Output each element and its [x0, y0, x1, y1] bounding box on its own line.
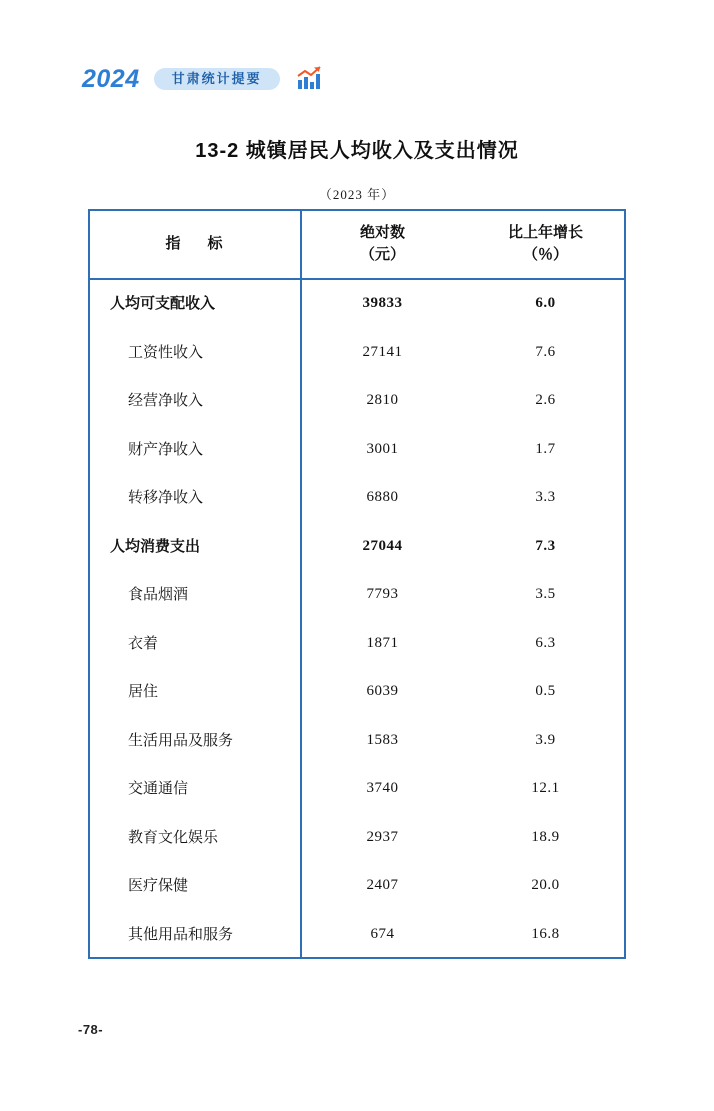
header-year: 2024 — [82, 64, 140, 93]
row-label: 衣着 — [128, 634, 159, 652]
row-absolute-value: 7793 — [366, 586, 399, 602]
table-row — [88, 474, 626, 523]
column-header-growth-line2: （％） — [522, 245, 568, 263]
row-absolute-value: 2937 — [366, 828, 399, 845]
statistics-table-wrapper — [88, 209, 626, 959]
row-label: 财产净收入 — [128, 440, 204, 458]
row-label: 生活用品及服务 — [128, 731, 234, 749]
table-row — [88, 425, 626, 474]
table-row — [88, 377, 626, 426]
row-label: 居住 — [128, 683, 159, 700]
statistics-table — [88, 209, 626, 959]
row-absolute-value: 3740 — [366, 780, 399, 796]
row-growth-value: 20.0 — [531, 877, 560, 893]
column-header-indicator-line1: 指 标 — [165, 234, 229, 252]
table-row — [88, 328, 626, 377]
table-row — [88, 668, 626, 717]
row-absolute-value: 2810 — [366, 392, 399, 408]
row-label: 人均消费支出 — [110, 537, 201, 555]
column-header-growth-line1: 比上年增长 — [507, 224, 583, 241]
row-growth-value: 7.6 — [535, 343, 556, 360]
row-absolute-value: 27044 — [362, 537, 403, 554]
row-growth-value: 16.8 — [531, 925, 560, 942]
table-row — [88, 522, 626, 571]
row-label: 其他用品和服务 — [128, 925, 234, 943]
row-growth-value: 7.3 — [535, 537, 556, 554]
row-absolute-value: 6039 — [366, 683, 399, 699]
table-body — [88, 279, 626, 959]
page-header — [82, 62, 322, 96]
table-header — [88, 210, 626, 279]
page-title: 13-2 城镇居民人均收入及支出情况 — [195, 140, 519, 162]
row-growth-value: 3.5 — [535, 586, 556, 602]
table-rule-left — [88, 209, 90, 959]
row-growth-value: 12.1 — [531, 780, 560, 796]
table-rule-bottom — [88, 957, 626, 959]
table-row — [88, 813, 626, 862]
table-row — [88, 910, 626, 959]
row-label: 交通通信 — [128, 780, 189, 797]
row-absolute-value: 39833 — [362, 295, 403, 311]
column-header-absolute-line1: 绝对数 — [359, 224, 405, 241]
row-absolute-value: 6880 — [366, 489, 399, 505]
row-label: 经营净收入 — [128, 392, 204, 409]
row-label: 医疗保健 — [128, 877, 189, 894]
page-subtitle: （2023 年） — [318, 187, 396, 202]
row-label: 教育文化娱乐 — [128, 828, 219, 846]
row-absolute-value: 3001 — [366, 440, 399, 457]
table-rule-right — [624, 209, 626, 959]
table-row — [88, 279, 626, 329]
row-growth-value: 0.5 — [535, 683, 556, 699]
row-absolute-value: 1871 — [366, 634, 399, 651]
column-header-absolute-line2: （元） — [359, 245, 405, 263]
row-growth-value: 3.9 — [535, 731, 556, 748]
column-header-growth — [465, 210, 626, 279]
row-label: 工资性收入 — [128, 343, 204, 361]
table-row — [88, 862, 626, 911]
row-absolute-value: 1583 — [366, 731, 399, 748]
row-growth-value: 1.7 — [535, 440, 556, 457]
table-row — [88, 571, 626, 620]
table-header-row — [88, 210, 626, 279]
row-absolute-value: 2407 — [366, 877, 399, 893]
column-header-absolute — [300, 210, 465, 279]
row-label: 食品烟酒 — [128, 586, 189, 603]
table-rule-middle — [300, 209, 302, 959]
table-row — [88, 619, 626, 668]
row-growth-value: 2.6 — [535, 392, 556, 408]
row-absolute-value: 27141 — [362, 343, 403, 360]
table-row — [88, 765, 626, 814]
page-number: -78- — [78, 1022, 104, 1037]
row-label: 人均可支配收入 — [110, 295, 216, 312]
row-growth-value: 6.3 — [535, 634, 556, 651]
header-publication-badge: 甘肃统计提要 — [154, 68, 280, 90]
row-absolute-value: 674 — [370, 925, 395, 942]
row-growth-value: 3.3 — [535, 489, 556, 505]
bar-chart-up-icon — [296, 66, 322, 92]
column-header-indicator — [88, 210, 300, 279]
row-growth-value: 18.9 — [531, 828, 560, 845]
table-row — [88, 716, 626, 765]
row-growth-value: 6.0 — [535, 295, 556, 311]
row-label: 转移净收入 — [128, 489, 204, 506]
